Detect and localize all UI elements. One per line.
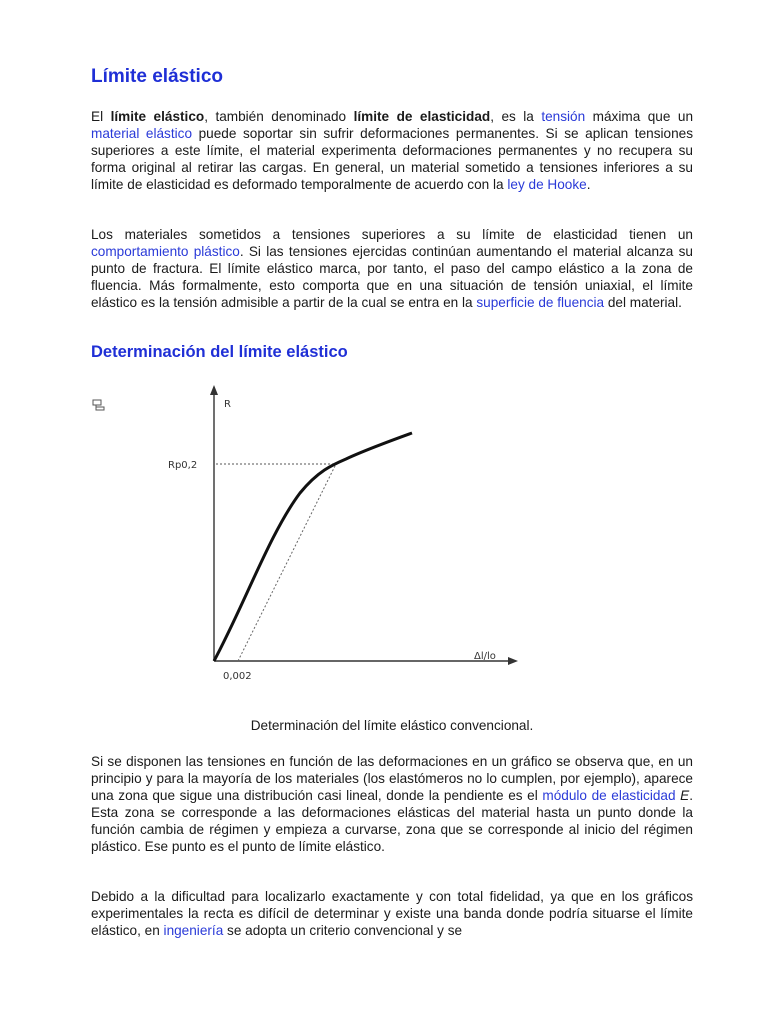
text-span: del material. [604, 295, 682, 310]
link-material-elastico[interactable]: material elástico [91, 126, 193, 141]
page-title: Límite elástico [91, 66, 223, 87]
stress-strain-diagram [150, 383, 530, 693]
image-placeholder-icon[interactable] [92, 399, 106, 411]
link-modulo-de-elasticidad[interactable]: módulo de elasticidad [542, 788, 676, 803]
bold-term-limite-elasticidad: límite de elasticidad [353, 109, 491, 124]
text-span: , es la [490, 109, 542, 124]
x-axis-label: Δl/lo [474, 651, 496, 662]
text-span: máxima que un [585, 109, 694, 124]
text-span: , también denominado [204, 109, 354, 124]
text-span: . Si las tensiones ejercidas continúan aumentando el material alcanza su punto de fractura. El límite elástico marca, por tanto, el paso del campo elástico a la zona de fluencia. Más formalmente, esto comporta que en una situación de tensión uniaxial, el límite elástico es la tensión admisible a partir de la cual se entra en la [91, 244, 693, 310]
yield-label: Rp0,2 [168, 460, 198, 471]
offset-label: 0,002 [223, 671, 252, 682]
link-ingenieria[interactable]: ingeniería [163, 923, 224, 938]
paragraph-convention [91, 888, 693, 939]
link-comportamiento-plastico[interactable]: comportamiento plástico [91, 244, 240, 259]
paragraph-plastic [91, 226, 693, 311]
text-span: El [91, 109, 111, 124]
link-ley-de-hooke[interactable]: ley de Hooke [507, 177, 587, 192]
text-span: Los materiales sometidos a tensiones superiores a su límite de elasticidad tienen un [91, 227, 693, 242]
text-span: puede soportar sin sufrir deformaciones permanentes. Si se aplican tensiones superiores a este límite, el material experimenta deformaciones permanentes y no recupera su forma original al retirar las cargas. En general, un material sometido a tensiones inferiores a su límite de elasticidad es deformado temporalmente de acuerdo con la [91, 126, 693, 192]
text-span: . Esta zona se corresponde a las deformaciones elásticas del material hasta un punto donde la función cambia de régimen y empieza a curvarse, zona que se corresponde al inicio del régimen plástico. Ese punto es el punto de límite elástico. [91, 788, 693, 854]
paragraph-definition [91, 108, 693, 193]
text-span: se adopta un criterio convencional y se [223, 923, 463, 938]
text-span: Debido a la dificultad para localizarlo exactamente y con total fidelidad, ya que en los gráficos experimentales la recta es difícil de determinar y existe una banda donde podría situarse el límite elástico, en [91, 889, 693, 938]
offset-line [238, 464, 336, 661]
text-span: Si se disponen las tensiones en función de las deformaciones en un gráfico se observa que, en un principio y para la mayoría de los materiales (los elastómeros no lo cumplen, por ejemplo), aparece una zona que sigue una distribución casi lineal, donde la pendiente es el [91, 754, 693, 803]
y-axis-label: R [224, 399, 231, 410]
link-tension[interactable]: tensión [541, 109, 586, 124]
bold-term-limite-elastico: límite elástico [110, 109, 205, 124]
paragraph-graph-explanation [91, 753, 693, 855]
link-superficie-de-fluencia[interactable]: superficie de fluencia [476, 295, 605, 310]
figure-caption: Determinación del límite elástico convencional. [250, 718, 534, 733]
x-axis-arrow [508, 657, 518, 665]
stress-strain-curve [214, 433, 412, 661]
italic-symbol-e: E [680, 788, 690, 803]
section-title: Determinación del límite elástico [91, 343, 348, 361]
y-axis-arrow [210, 385, 218, 395]
text-span: . [586, 177, 591, 192]
